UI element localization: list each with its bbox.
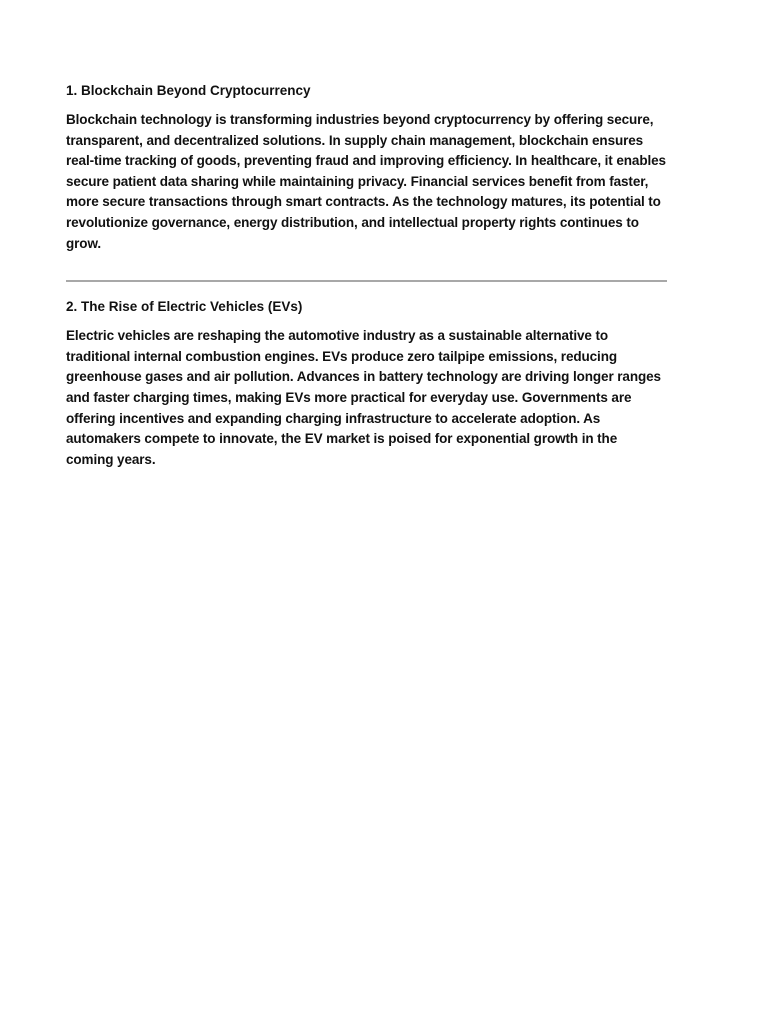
section-heading: 1. Blockchain Beyond Cryptocurrency xyxy=(66,83,311,98)
section-blockchain xyxy=(66,82,668,254)
section-divider xyxy=(66,280,667,282)
document-page xyxy=(66,82,668,470)
section-body: Blockchain technology is transforming industries beyond cryptocurrency by offering secure, transparent, and decentralized solutions. In supply chain management, blockchain ensures real-time tracking of goods, preventing fraud and improving efficiency. In healthcare, it enables secure patient data sharing while maintaining privacy. Financial services benefit from faster, more secure transactions through smart contracts. As the technology matures, its potential to revolutionize governance, energy distribution, and intellectual property rights continues to grow. xyxy=(66,112,666,251)
section-electric-vehicles xyxy=(66,298,668,470)
section-body: Electric vehicles are reshaping the automotive industry as a sustainable alternative to traditional internal combustion engines. EVs produce zero tailpipe emissions, reducing greenhouse gases and air pollution. Advances in battery technology are driving longer ranges and faster charging times, making EVs more practical for everyday use. Governments are offering incentives and expanding charging infrastructure to accelerate adoption. As automakers compete to innovate, the EV market is poised for exponential growth in the coming years. xyxy=(66,328,661,467)
section-heading: 2. The Rise of Electric Vehicles (EVs) xyxy=(66,299,303,315)
